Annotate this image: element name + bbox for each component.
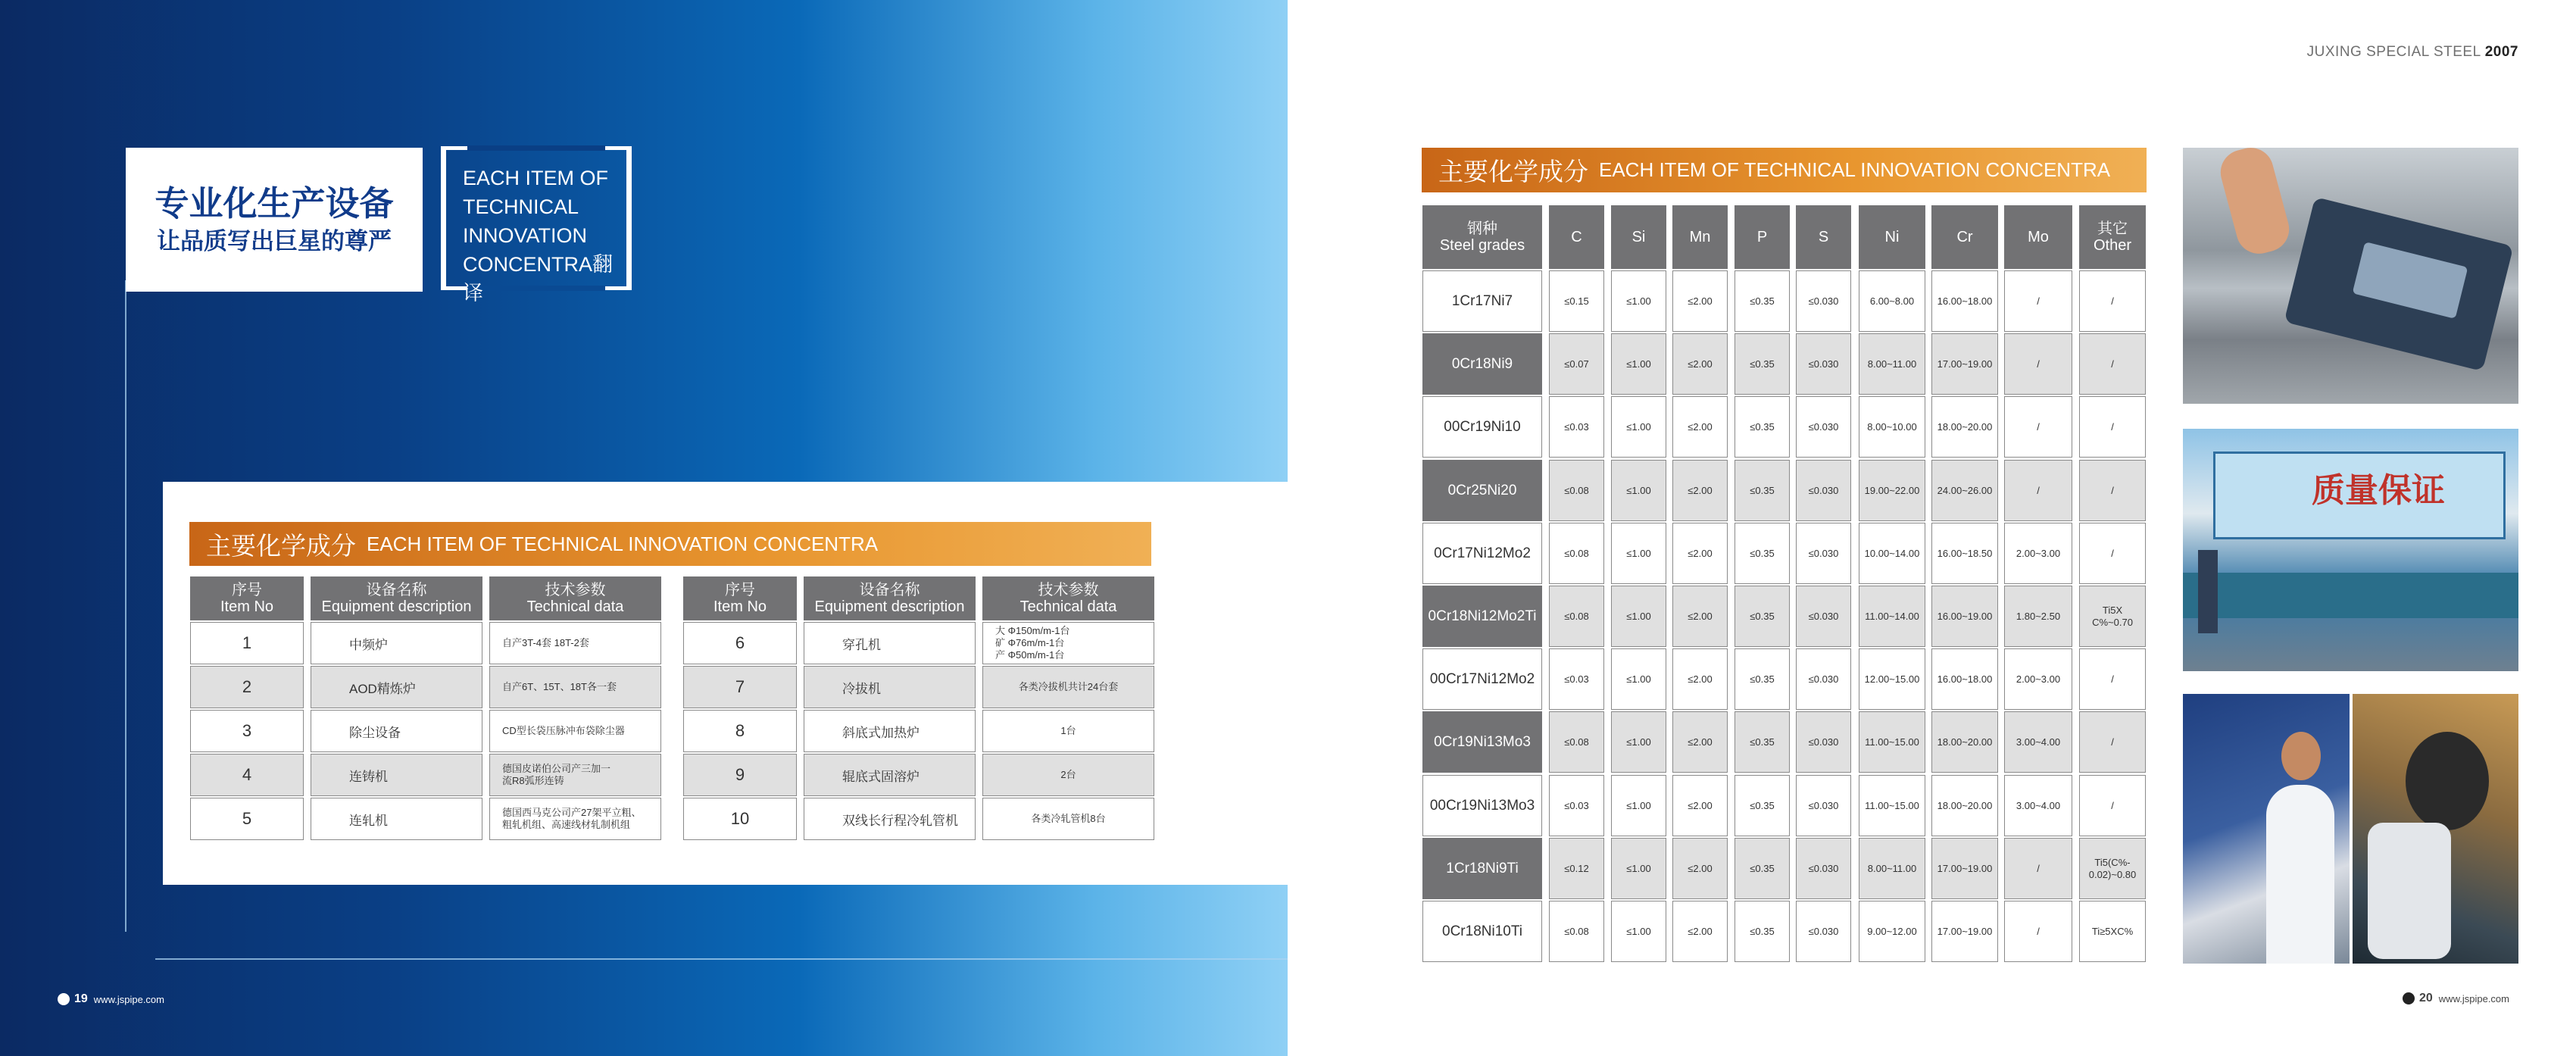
table-cell-technical: 德国西马克公司产27架平立粗、 粗轧机组、高速线材轧制机组	[489, 798, 661, 840]
header-steel-grade-en: Steel grades	[1439, 237, 1525, 254]
table-cell-value: 3.00~4.00	[2004, 711, 2072, 773]
table-cell-item-no: 7	[683, 666, 797, 708]
table-cell-value: 3.00~4.00	[2004, 775, 2072, 836]
table-cell-value: Ti5(C%- 0.02)~0.80	[2079, 838, 2146, 899]
header-element: Ni	[1859, 205, 1925, 269]
head-shape	[2281, 732, 2321, 780]
table-cell-value: ≤0.35	[1735, 333, 1790, 395]
brand	[2307, 44, 2518, 61]
header-element: Cr	[1931, 205, 1998, 269]
table-cell-equipment: 中频炉	[311, 622, 482, 664]
table-cell-value: ≤0.030	[1796, 270, 1851, 332]
table-cell-value: Ti≥5XC%	[2079, 901, 2146, 962]
table-cell-value: ≤0.03	[1549, 396, 1604, 458]
table-cell-item-no: 3	[190, 710, 304, 752]
header-other-en: Other	[2093, 237, 2132, 254]
table-cell-value: ≤0.15	[1549, 270, 1604, 332]
table-cell-value: ≤1.00	[1611, 711, 1666, 773]
table-cell-value: 18.00~20.00	[1931, 396, 1998, 458]
table-cell-value: ≤2.00	[1672, 460, 1728, 521]
header-item-no	[683, 576, 797, 620]
table-cell-grade: 0Cr17Ni12Mo2	[1422, 523, 1542, 584]
table-cell-grade: 1Cr18Ni9Ti	[1422, 838, 1542, 899]
table-cell-value: 2.00~3.00	[2004, 523, 2072, 584]
table-cell-value: ≤0.35	[1735, 711, 1790, 773]
table-cell-grade: 00Cr19Ni10	[1422, 396, 1542, 458]
table-cell-value: 10.00~14.00	[1859, 523, 1925, 584]
table-cell-technical: 德国皮诺伯公司产三加一 流R8弧形连铸	[489, 754, 661, 796]
page-number: 19	[74, 992, 88, 1005]
table-cell-value: 8.00~11.00	[1859, 838, 1925, 899]
header-element: Mo	[2004, 205, 2072, 269]
table-cell-value: ≤0.030	[1796, 901, 1851, 962]
photo-hardness-tester	[2183, 148, 2518, 404]
header-element: S	[1796, 205, 1851, 269]
table-cell-value: 18.00~20.00	[1931, 711, 1998, 773]
table-cell-item-no: 4	[190, 754, 304, 796]
table-cell-value: ≤1.00	[1611, 460, 1666, 521]
table-cell-item-no: 5	[190, 798, 304, 840]
table-cell-value: ≤0.08	[1549, 523, 1604, 584]
table-cell-value: ≤0.030	[1796, 396, 1851, 458]
table-cell-technical: 各类冷轧管机8台	[982, 798, 1154, 840]
footer	[2403, 992, 2509, 1005]
header-other	[2079, 205, 2146, 269]
header-item-no	[190, 576, 304, 620]
table-cell-value: ≤1.00	[1611, 838, 1666, 899]
table-cell-value: ≤0.03	[1549, 648, 1604, 710]
header-item-no-cn: 序号	[232, 582, 262, 598]
table-cell-value: /	[2079, 333, 2146, 395]
header-item-no-cn: 序号	[725, 582, 755, 598]
microscope-shape	[2368, 823, 2451, 959]
table-cell-value: ≤2.00	[1672, 775, 1728, 836]
table-cell-value: ≤0.35	[1735, 523, 1790, 584]
table-cell-technical: 大 Φ150m/m-1台 矿 Φ76m/m-1台 产 Φ50m/m-1台	[982, 622, 1154, 664]
table-cell-value: ≤0.030	[1796, 523, 1851, 584]
table-cell-value: 17.00~19.00	[1931, 838, 1998, 899]
logo-icon	[58, 993, 70, 1005]
table-cell-value: 11.00~15.00	[1859, 775, 1925, 836]
bracket-frame	[441, 146, 632, 305]
table-cell-grade: 00Cr17Ni12Mo2	[1422, 648, 1542, 710]
table-cell-value: /	[2079, 775, 2146, 836]
table-cell-grade: 0Cr18Ni10Ti	[1422, 901, 1542, 962]
header-technical	[982, 576, 1154, 620]
table-cell-value: 17.00~19.00	[1931, 901, 1998, 962]
table-cell-value: ≤0.030	[1796, 775, 1851, 836]
table-cell-value: 24.00~26.00	[1931, 460, 1998, 521]
table-cell-equipment: 连铸机	[311, 754, 482, 796]
table-cell-value: 18.00~20.00	[1931, 775, 1998, 836]
table-cell-value: ≤0.08	[1549, 711, 1604, 773]
table-cell-value: /	[2004, 838, 2072, 899]
table-cell-value: 6.00~8.00	[1859, 270, 1925, 332]
table-cell-grade: 0Cr25Ni20	[1422, 460, 1542, 521]
table-cell-value: 8.00~11.00	[1859, 333, 1925, 395]
table-cell-value: 11.00~15.00	[1859, 711, 1925, 773]
table-cell-value: ≤0.12	[1549, 838, 1604, 899]
table-cell-value: 16.00~18.00	[1931, 648, 1998, 710]
photo-microscope	[2353, 694, 2518, 964]
table-cell-value: /	[2079, 396, 2146, 458]
table-cell-grade: 00Cr19Ni13Mo3	[1422, 775, 1542, 836]
table-cell-equipment: 冷拔机	[804, 666, 976, 708]
table-cell-technical: 1台	[982, 710, 1154, 752]
table-cell-value: Ti5X C%~0.70	[2079, 586, 2146, 647]
table-cell-value: ≤0.08	[1549, 460, 1604, 521]
table-cell-value: ≤0.35	[1735, 775, 1790, 836]
table-cell-value: 8.00~10.00	[1859, 396, 1925, 458]
table-cell-grade: 0Cr19Ni13Mo3	[1422, 711, 1542, 773]
table-cell-value: ≤2.00	[1672, 838, 1728, 899]
table-cell-item-no: 6	[683, 622, 797, 664]
table-cell-value: /	[2004, 333, 2072, 395]
banner-sign: 质量保证	[2312, 471, 2445, 510]
table-cell-value: ≤0.35	[1735, 460, 1790, 521]
footer	[58, 992, 164, 1006]
header-equipment	[804, 576, 976, 620]
head-shape	[2406, 732, 2489, 830]
table-cell-value: 1.80~2.50	[2004, 586, 2072, 647]
section-title-cn: 主要化学成分	[206, 530, 356, 561]
logo-icon	[2403, 992, 2415, 1004]
table-cell-grade: 1Cr17Ni7	[1422, 270, 1542, 332]
table-cell-technical: 各类冷拔机共计24台套	[982, 666, 1154, 708]
table-cell-value: /	[2079, 270, 2146, 332]
brand-year: 2007	[2484, 44, 2518, 60]
table-cell-value: ≤0.030	[1796, 838, 1851, 899]
table-cell-equipment: 双线长行程冷轧管机	[804, 798, 976, 840]
title-box	[126, 148, 423, 292]
header-element: C	[1549, 205, 1604, 269]
photo-production-line	[2183, 429, 2518, 671]
table-cell-value: ≤1.00	[1611, 333, 1666, 395]
table-cell-value: ≤1.00	[1611, 586, 1666, 647]
table-cell-value: ≤2.00	[1672, 333, 1728, 395]
page-subtitle: 让品质写出巨星的尊严	[157, 228, 392, 255]
table-cell-value: ≤2.00	[1672, 270, 1728, 332]
header-element: Si	[1611, 205, 1666, 269]
page-number: 20	[2419, 992, 2433, 1004]
table-cell-technical: CD型长袋压脉冲布袋除尘器	[489, 710, 661, 752]
table-cell-value: ≤0.08	[1549, 901, 1604, 962]
table-cell-value: /	[2079, 711, 2146, 773]
table-cell-item-no: 8	[683, 710, 797, 752]
table-cell-value: ≤0.030	[1796, 586, 1851, 647]
table-cell-value: 11.00~14.00	[1859, 586, 1925, 647]
table-cell-value: ≤2.00	[1672, 648, 1728, 710]
header-equipment-en: Equipment description	[321, 598, 472, 615]
table-cell-value: 2.00~3.00	[2004, 648, 2072, 710]
table-cell-value: ≤1.00	[1611, 901, 1666, 962]
table-cell-equipment: 斜底式加热炉	[804, 710, 976, 752]
header-technical-cn: 技术参数	[545, 582, 606, 598]
table-cell-item-no: 2	[190, 666, 304, 708]
table-cell-value: ≤0.030	[1796, 648, 1851, 710]
table-cell-value: ≤1.00	[1611, 396, 1666, 458]
table-cell-grade: 0Cr18Ni9	[1422, 333, 1542, 395]
table-cell-equipment: AOD精炼炉	[311, 666, 482, 708]
table-cell-value: ≤0.08	[1549, 586, 1604, 647]
header-other-cn: 其它	[2097, 220, 2128, 237]
table-cell-technical: 自产3T-4套 18T-2套	[489, 622, 661, 664]
table-cell-value: /	[2079, 523, 2146, 584]
table-cell-value: ≤2.00	[1672, 523, 1728, 584]
header-technical-en: Technical data	[526, 598, 624, 615]
table-cell-item-no: 10	[683, 798, 797, 840]
header-equipment-cn: 设备名称	[366, 582, 427, 598]
bracket-gap	[467, 145, 605, 151]
table-cell-value: ≤0.03	[1549, 775, 1604, 836]
header-equipment	[311, 576, 482, 620]
decorative-line	[125, 280, 126, 932]
section-title-en: EACH ITEM OF TECHNICAL INNOVATION CONCENTRA	[367, 532, 879, 555]
table-cell-value: ≤2.00	[1672, 586, 1728, 647]
table-cell-value: ≤1.00	[1611, 523, 1666, 584]
table-cell-value: ≤0.35	[1735, 586, 1790, 647]
table-cell-value: 17.00~19.00	[1931, 333, 1998, 395]
table-cell-value: ≤0.030	[1796, 333, 1851, 395]
table-cell-value: 16.00~18.50	[1931, 523, 1998, 584]
section-title-cn: 主要化学成分	[1438, 157, 1588, 186]
table-cell-value: ≤0.35	[1735, 270, 1790, 332]
footer-url[interactable]: www.jspipe.com	[93, 993, 164, 1005]
table-cell-value: ≤0.35	[1735, 838, 1790, 899]
brand-name: JUXING SPECIAL STEEL	[2306, 44, 2481, 60]
table-cell-value: ≤1.00	[1611, 775, 1666, 836]
table-cell-technical: 自产6T、15T、18T各一套	[489, 666, 661, 708]
table-cell-value: ≤1.00	[1611, 270, 1666, 332]
table-cell-value: /	[2004, 901, 2072, 962]
photo-lab-worker	[2183, 694, 2350, 964]
equipment-panel	[163, 482, 1288, 885]
table-cell-grade: 0Cr18Ni12Mo2Ti	[1422, 586, 1542, 647]
table-cell-value: 16.00~19.00	[1931, 586, 1998, 647]
header-item-no-en: Item No	[220, 598, 274, 615]
table-cell-value: ≤0.030	[1796, 711, 1851, 773]
table-cell-value: ≤0.07	[1549, 333, 1604, 395]
header-equipment-cn: 设备名称	[859, 582, 920, 598]
section-title-en: EACH ITEM OF TECHNICAL INNOVATION CONCENTRA	[1599, 158, 2111, 181]
header-steel-grade-cn: 钢种	[1467, 220, 1497, 237]
table-cell-value: /	[2079, 648, 2146, 710]
table-cell-value: /	[2004, 460, 2072, 521]
footer-url[interactable]: www.jspipe.com	[2438, 992, 2509, 1004]
table-cell-value: ≤2.00	[1672, 396, 1728, 458]
hand-shape	[2215, 148, 2294, 259]
header-technical-cn: 技术参数	[1038, 582, 1099, 598]
header-equipment-en: Equipment description	[814, 598, 965, 615]
machine-shape	[2183, 573, 2518, 618]
header-item-no-en: Item No	[713, 598, 767, 615]
section-header	[1422, 148, 2147, 192]
header-technical	[489, 576, 661, 620]
table-cell-equipment: 连轧机	[311, 798, 482, 840]
right-page	[1288, 0, 2576, 1056]
table-cell-value: /	[2004, 396, 2072, 458]
table-cell-value: ≤0.35	[1735, 648, 1790, 710]
table-cell-value: ≤0.35	[1735, 901, 1790, 962]
page-title: 专业化生产设备	[155, 183, 394, 223]
header-technical-en: Technical data	[1019, 598, 1117, 615]
table-cell-item-no: 9	[683, 754, 797, 796]
table-cell-value: 12.00~15.00	[1859, 648, 1925, 710]
lab-coat-shape	[2266, 785, 2334, 964]
header-element: Mn	[1672, 205, 1728, 269]
section-header	[189, 522, 1151, 566]
table-cell-equipment: 辊底式固溶炉	[804, 754, 976, 796]
table-cell-value: ≤1.00	[1611, 648, 1666, 710]
table-cell-value: /	[2004, 270, 2072, 332]
table-cell-value: /	[2079, 460, 2146, 521]
table-cell-item-no: 1	[190, 622, 304, 664]
header-steel-grade	[1422, 205, 1542, 269]
table-cell-value: ≤0.35	[1735, 396, 1790, 458]
table-cell-value: 9.00~12.00	[1859, 901, 1925, 962]
table-cell-value: ≤2.00	[1672, 901, 1728, 962]
table-cell-technical: 2台	[982, 754, 1154, 796]
header-element: P	[1735, 205, 1790, 269]
table-cell-equipment: 穿孔机	[804, 622, 976, 664]
bracket-text: EACH ITEM OF TECHNICAL INNOVATION CONCENTRA翻译	[463, 167, 614, 305]
worker-shape	[2198, 550, 2218, 633]
table-cell-value: ≤0.030	[1796, 460, 1851, 521]
table-cell-value: 19.00~22.00	[1859, 460, 1925, 521]
decorative-line	[155, 958, 1288, 960]
table-cell-equipment: 除尘设备	[311, 710, 482, 752]
table-cell-value: ≤2.00	[1672, 711, 1728, 773]
table-cell-value: 16.00~18.00	[1931, 270, 1998, 332]
